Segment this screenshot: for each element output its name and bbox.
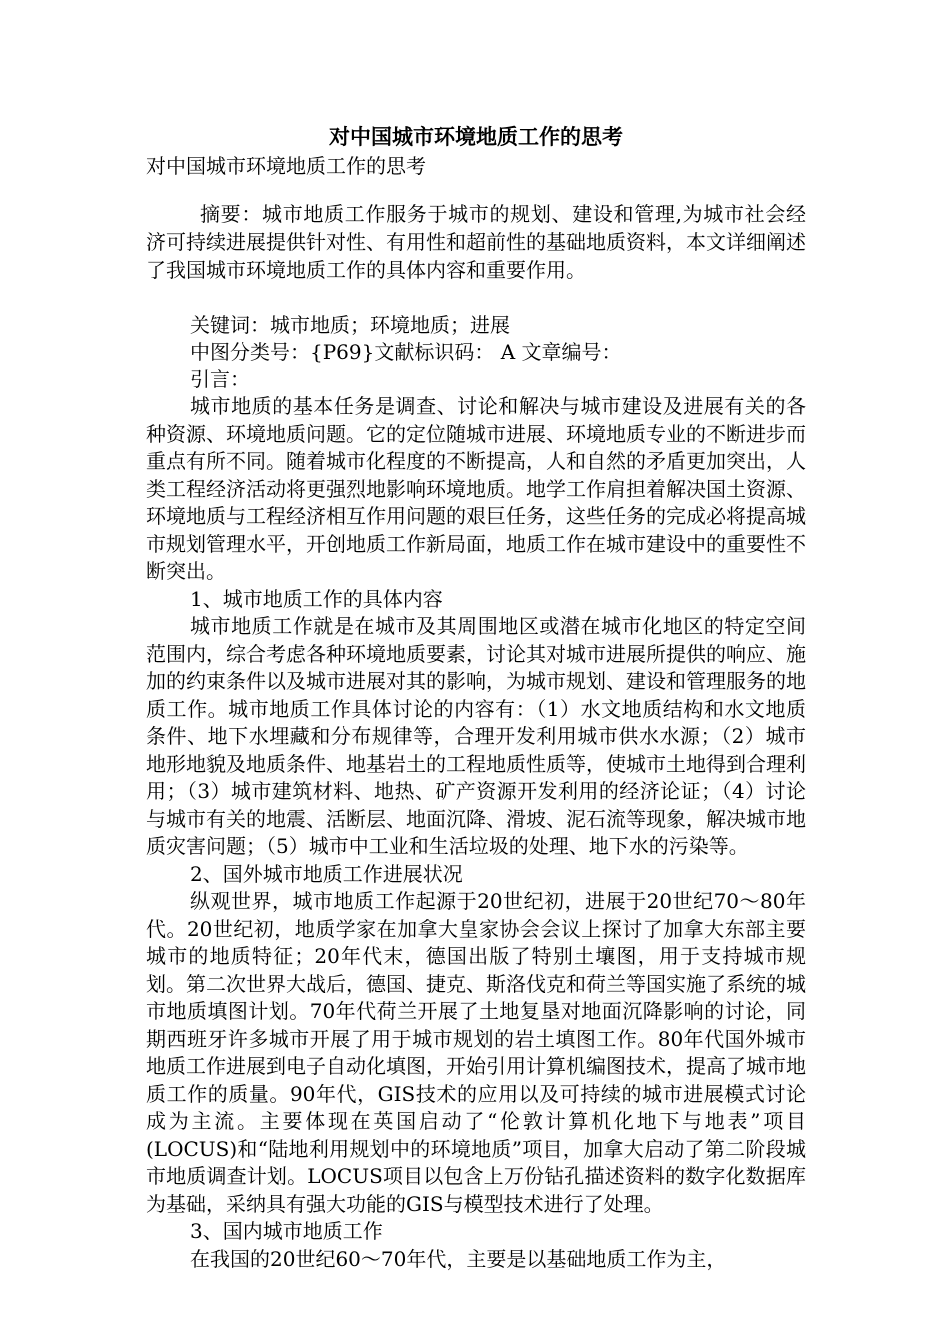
section3-paragraph: 在我国的20世纪60～70年代，主要是以基础地质工作为主， [190, 1246, 727, 1271]
document-title: 对中国城市环境地质工作的思考 [329, 124, 623, 149]
document-subtitle: 对中国城市环境地质工作的思考 [146, 154, 426, 178]
meta-block [146, 312, 806, 393]
section2-paragraph: 纵观世界，城市地质工作起源于20世纪初，进展于20世纪70～80年代。20世纪初，地质学家在加拿大皇家协会会议上探讨了加拿大东部主要城市的地质特征；20年代末，德国出版了特别土壤图，用于支持城市规划。第二次世界大战后，德国、捷克、斯洛伐克和荷兰等国实施了系统的城市地质填图计划。70年代荷兰开展了土地复垦对地面沉降影响的讨论，同期西班牙许多城市开展了用于城市规划的岩土填图工作。80年代国外城市地质工作进展到电子自动化填图，开始引用计算机编图技术，提高了城市地质工作的质量。90年代，GIS技术的应用以及可持续的城市进展模式讨论成为主流。主要体现在英国启动了“伦敦计算机化地下与地表”项目(LOCUS)和“陆地利用规划中的环境地质”项目，加拿大启动了第二阶段城市地质调查计划。LOCUS项目以包含上万份钻孔描述资料的数字化数据库为基础，采纳具有强大功能的GIS与模型技术进行了处理。 [146, 889, 806, 1216]
keywords-line: 关键词：城市地质；环境地质；进展 [190, 313, 510, 337]
section3-heading: 3、国内城市地质工作 [190, 1219, 383, 1243]
section1-paragraph: 城市地质工作就是在城市及其周围地区或潜在城市化地区的特定空间范围内，综合考虑各种环境地质要素，讨论其对城市进展所提供的响应、施加的约束条件以及城市进展对其的影响，为城市规划、建设和管理服务的地质工作。城市地质工作具体讨论的内容有：（1）水文地质结构和水文地质条件、地下水埋藏和分布规律等，合理开发利用城市供水水源；（2）城市地形地貌及地质条件、地基岩土的工程地质性质等，使城市土地得到合理利用；（3）城市建筑材料、地热、矿产资源开发利用的经济论证；（4）讨论与城市有关的地震、活断层、地面沉降、滑坡、泥石流等现象，解决城市地质灾害问题；（5）城市中工业和生活垃圾的处理、地下水的污染等。 [146, 614, 806, 858]
classification-line: 中图分类号：{P69}文献标识码： A 文章编号： [190, 340, 622, 364]
section2-heading: 2、国外城市地质工作进展状况 [190, 861, 463, 886]
document-page [146, 122, 806, 1273]
intro-paragraph: 城市地质的基本任务是调查、讨论和解决与城市建设及进展有关的各种资源、环境地质问题。它的定位随城市进展、环境地质专业的不断进步而重点有所不同。随着城市化程度的不断提高，人和自然的矛盾更加突出，人类工程经济活动将更强烈地影响环境地质。地学工作肩担着解决国土资源、环境地质与工程经济相互作用问题的艰巨任务，这些任务的完成必将提高城市规划管理水平，开创地质工作新局面，地质工作在城市建设中的重要性不断突出。 [146, 394, 806, 583]
section1-heading: 1、城市地质工作的具体内容 [190, 586, 443, 611]
intro-label: 引言： [190, 367, 250, 391]
abstract-paragraph: 摘要：城市地质工作服务于城市的规划、建设和管理,为城市社会经济可持续进展提供针对性、有用性和超前性的基础地质资料，本文详细阐述了我国城市环境地质工作的具体内容和重要作用。 [146, 202, 806, 282]
